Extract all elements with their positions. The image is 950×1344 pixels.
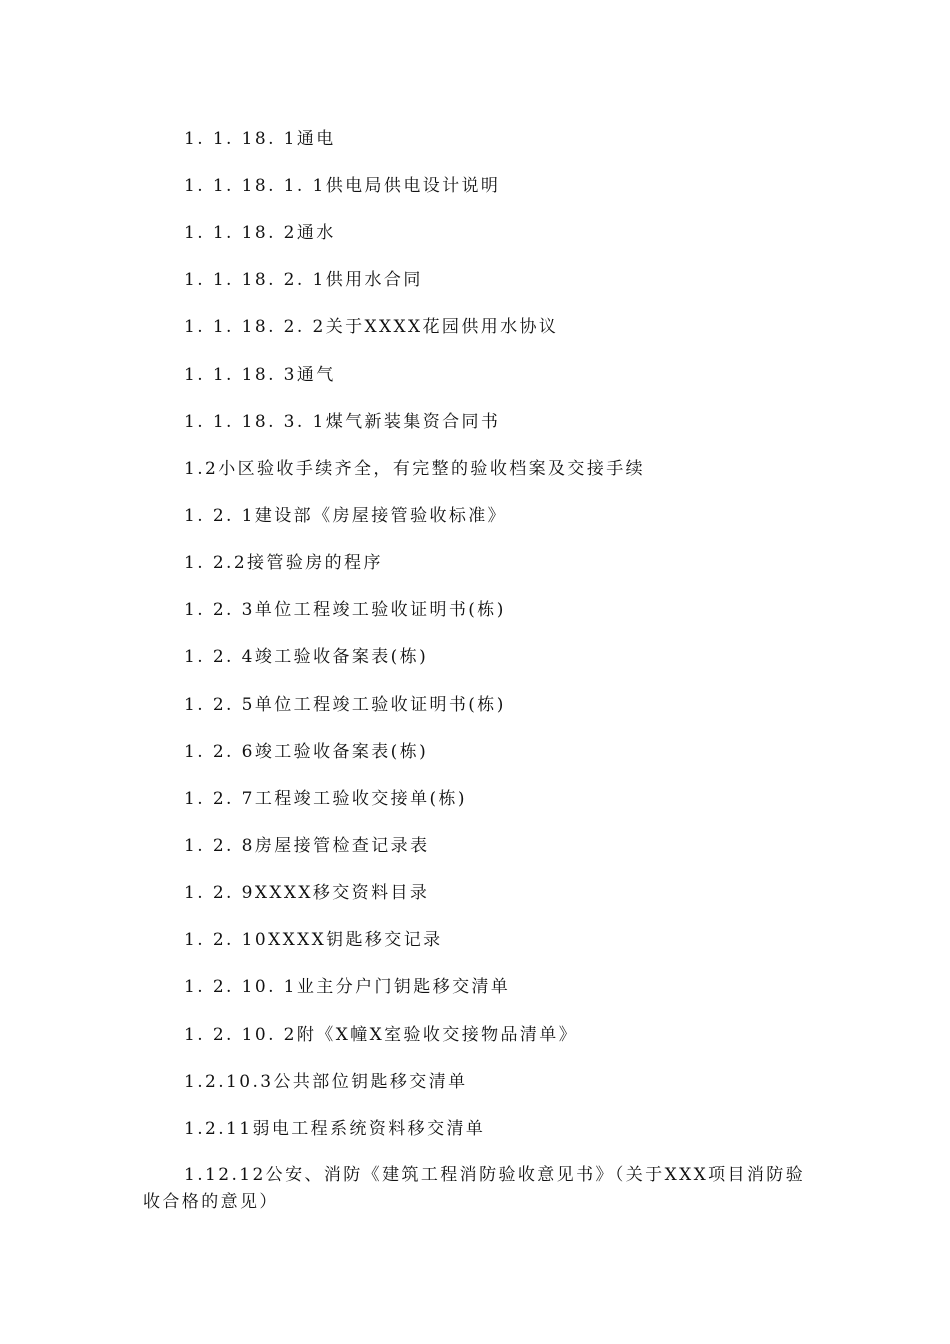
toc-line-17: 1. 2. 9XXXX移交资料目录: [184, 883, 430, 903]
toc-line-5: 1. 1. 18. 2. 2关于XXXX花园供用水协议: [184, 317, 559, 337]
toc-line-23: 1.12.12公安、消防《建筑工程消防验收意见书》（关于XXX项目消防验收合格的意见）: [143, 1165, 806, 1212]
toc-line-6: 1. 1. 18. 3通气: [184, 365, 336, 385]
toc-line-2: 1. 1. 18. 1. 1供电局供电设计说明: [184, 176, 501, 196]
toc-line-4: 1. 1. 18. 2. 1供用水合同: [184, 270, 423, 290]
toc-line-1: 1. 1. 18. 1通电: [184, 129, 336, 149]
toc-line-16: 1. 2. 8房屋接管检查记录表: [184, 836, 430, 856]
toc-line-13: 1. 2. 5单位工程竣工验收证明书(栋): [184, 695, 506, 715]
toc-line-3: 1. 1. 18. 2通水: [184, 223, 336, 243]
toc-line-10: 1. 2.2接管验房的程序: [184, 553, 383, 573]
toc-line-18: 1. 2. 10XXXX钥匙移交记录: [184, 930, 443, 950]
toc-line-14: 1. 2. 6竣工验收备案表(栋): [184, 742, 429, 762]
toc-line-9: 1. 2. 1建设部《房屋接管验收标准》: [184, 506, 508, 526]
toc-line-8: 1.2小区验收手续齐全，有完整的验收档案及交接手续: [184, 459, 646, 479]
toc-line-20: 1. 2. 10. 2附《X幢X室验收交接物品清单》: [184, 1025, 579, 1045]
toc-line-7: 1. 1. 18. 3. 1煤气新装集资合同书: [184, 412, 501, 432]
toc-line-15: 1. 2. 7工程竣工验收交接单(栋): [184, 789, 467, 809]
toc-line-11: 1. 2. 3单位工程竣工验收证明书(栋): [184, 600, 506, 620]
toc-line-22: 1.2.11弱电工程系统资料移交清单: [184, 1119, 486, 1139]
toc-line-21: 1.2.10.3公共部位钥匙移交清单: [184, 1072, 468, 1092]
toc-line-19: 1. 2. 10. 1业主分户门钥匙移交清单: [184, 977, 511, 997]
toc-line-12: 1. 2. 4竣工验收备案表(栋): [184, 647, 429, 667]
